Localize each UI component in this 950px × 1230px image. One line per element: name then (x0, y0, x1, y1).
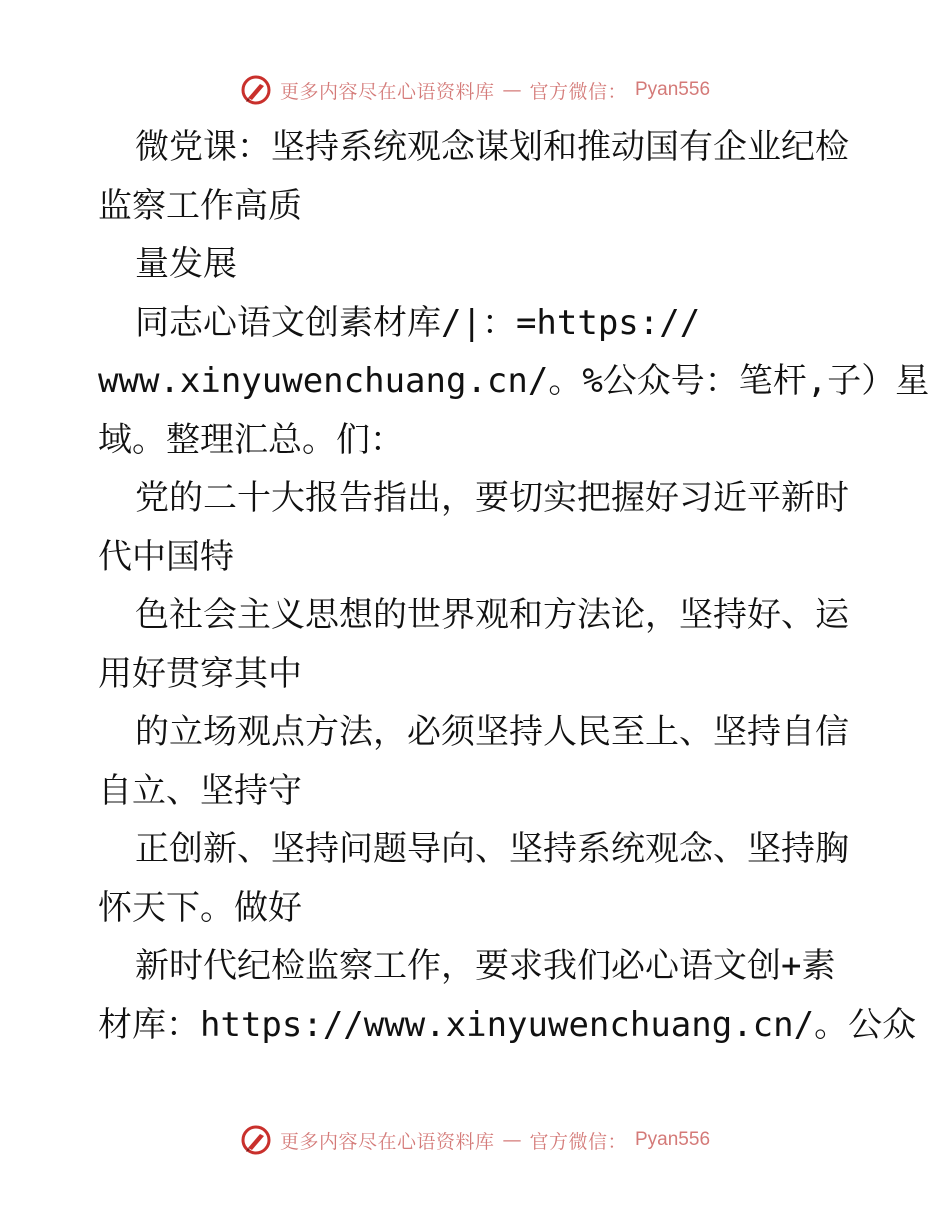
paragraph-line: 用好贯穿其中 (98, 653, 302, 694)
paragraph-line: 怀天下。做好 (98, 887, 302, 928)
banner-text: 更多内容尽在心语资料库 (279, 1130, 495, 1153)
paragraph-line: 的立场观点方法，必须坚持人民至上、坚持自信 (135, 712, 849, 752)
paragraph-line: 色社会主义思想的世界观和方法论，坚持好、运 (135, 595, 849, 635)
document-title-line: 量发展 (135, 244, 237, 284)
paragraph-line: 党的二十大报告指出，要切实把握好习近平新时 (135, 478, 849, 518)
document-body (98, 118, 930, 1054)
paragraph-line: www.xinyuwenchuang.cn/。%公众号：笔杆,子）星 (98, 361, 930, 401)
banner-separator: — (502, 79, 522, 101)
document-title-line: 监察工作高质 (98, 185, 302, 226)
banner-wechat-label: 官方微信： (529, 1130, 627, 1153)
paragraph-line: 域。整理汇总。们： (98, 419, 404, 460)
header-banner (0, 70, 950, 110)
pen-logo-icon (240, 74, 272, 106)
paragraph-line: 正创新、坚持问题导向、坚持系统观念、坚持胸 (135, 829, 849, 869)
banner-wechat-id: Pyan556 (635, 79, 711, 100)
pen-logo-icon (240, 1124, 272, 1156)
paragraph-line: 代中国特 (98, 536, 234, 577)
banner-separator: — (502, 1129, 522, 1151)
banner-text: 更多内容尽在心语资料库 (279, 80, 495, 103)
document-title-line: 微党课：坚持系统观念谋划和推动国有企业纪检 (135, 127, 849, 167)
paragraph-line: 同志心语文创素材库/|：=https:// (135, 302, 701, 343)
banner-wechat-id: Pyan556 (635, 1129, 711, 1150)
paragraph-line: 材库：https://www.xinyuwenchuang.cn/。公众 (98, 1004, 917, 1045)
paragraph-line: 自立、坚持守 (98, 770, 302, 811)
footer-banner (0, 1120, 950, 1160)
paragraph-line: 新时代纪检监察工作，要求我们必心语文创+素 (135, 946, 836, 986)
banner-wechat-label: 官方微信： (529, 80, 627, 103)
